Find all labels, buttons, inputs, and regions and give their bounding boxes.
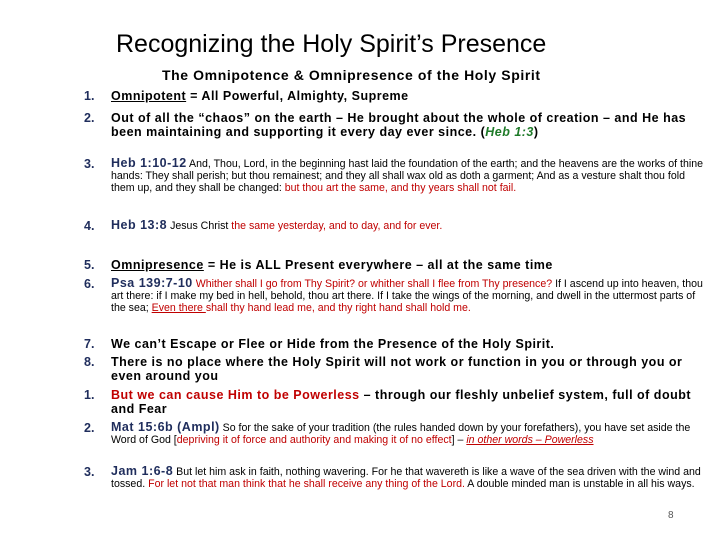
item-text: Out of all the “chaos” on the earth – He brought about the whole of creation – and He has been maintaining and supporting it every day ever since. ( xyxy=(111,111,687,139)
item-number: 2. xyxy=(84,421,95,435)
term-omnipotent: Omnipotent xyxy=(111,89,187,103)
scripture-ref: Heb 1:3 xyxy=(485,125,534,139)
item-number: 4. xyxy=(84,219,95,233)
item-text: ) xyxy=(533,125,539,139)
verse-text-highlight: in other words – Powerless xyxy=(466,434,594,447)
verse-text: Jesus Christ xyxy=(170,220,232,232)
slide-subtitle: The Omnipotence & Omnipresence of the Holy Spirit xyxy=(162,67,541,83)
verse-text: But let him ask in faith, nothing wavering. For he that wavereth is like a wave of the sea driven with the wind and tossed. xyxy=(111,466,701,491)
item-number: 3. xyxy=(84,465,95,479)
verse-text-highlight: Whither shall I go from Thy Spirit? or whither shall I flee from Thy presence? xyxy=(195,278,553,290)
item-text: = All Powerful, Almighty, Supreme xyxy=(186,89,409,103)
verse-text-highlight: the same yesterday, and to day, and for ever. xyxy=(231,220,443,232)
list-item xyxy=(84,89,706,103)
page-number: 8 xyxy=(668,510,674,521)
item-number: 7. xyxy=(84,337,95,351)
verse-text: And, Thou, Lord, in the beginning hast laid the foundation of the earth; and the heavens are the works of thine hands: They shall perish; but thou remainest; and they all shall wax old as doth a garment; And as a vesture shalt thou fold them up, and they shall be changed: xyxy=(111,158,704,195)
verse-text-highlight: but thou art the same, and thy years shall not fail. xyxy=(284,182,517,195)
item-text: – through our fleshly unbelief system, full of doubt and Fear xyxy=(111,388,692,416)
list-item xyxy=(84,337,706,351)
list-item xyxy=(84,258,706,272)
verse-text-highlight: For let not that man think that he shall receive any thing of the Lord. xyxy=(148,478,465,491)
verse-text: ] – xyxy=(451,434,467,447)
list-item xyxy=(84,277,706,315)
item-text: We can’t Escape or Flee or Hide from the Presence of the Holy Spirit. xyxy=(111,337,555,351)
item-number: 8. xyxy=(84,355,95,369)
item-number: 1. xyxy=(84,388,95,402)
scripture-ref: Psa 139:7-10 xyxy=(111,276,193,290)
list-item xyxy=(84,219,706,232)
list-item xyxy=(84,355,706,383)
slide-title: Recognizing the Holy Spirit’s Presence xyxy=(116,30,547,58)
scripture-ref: Mat 15:6b (Ampl) xyxy=(111,420,220,434)
item-number: 5. xyxy=(84,258,95,272)
item-text: There is no place where the Holy Spirit will not work or function in you or through you or even around you xyxy=(111,355,683,383)
item-number: 6. xyxy=(84,277,95,291)
verse-text-highlight: Even there xyxy=(151,302,206,315)
scripture-ref: Heb 13:8 xyxy=(111,218,168,232)
item-number: 3. xyxy=(84,157,95,171)
list-item xyxy=(84,465,706,490)
verse-text: A double minded man is unstable in all his ways. xyxy=(464,478,695,491)
verse-text-highlight: depriving it of force and authority and making it of no effect xyxy=(176,434,452,447)
list-item xyxy=(84,388,706,416)
item-number: 2. xyxy=(84,111,95,125)
verse-text: So for the sake of your tradition (the rules handed down by your forefathers), you have set aside the Word of God [ xyxy=(111,422,691,447)
scripture-ref: Heb 1:10-12 xyxy=(111,156,187,170)
verse-text: If I ascend up into heaven, thou art there: if I make my bed in hell, behold, thou art there. If I take the wings of the morning, and dwell in the uttermost parts of the sea; xyxy=(111,278,703,315)
list-item xyxy=(84,421,706,446)
scripture-ref: Jam 1:6-8 xyxy=(111,464,174,478)
item-number: 1. xyxy=(84,89,95,103)
term-omnipresence: Omnipresence xyxy=(111,258,204,272)
item-text-highlight: But we can cause Him to be Powerless xyxy=(111,388,360,402)
item-text: = He is ALL Present everywhere – all at the same time xyxy=(203,258,553,272)
list-item xyxy=(84,111,706,139)
list-item xyxy=(84,157,706,195)
verse-text-highlight: shall thy hand lead me, and thy right hand shall hold me. xyxy=(205,302,471,315)
